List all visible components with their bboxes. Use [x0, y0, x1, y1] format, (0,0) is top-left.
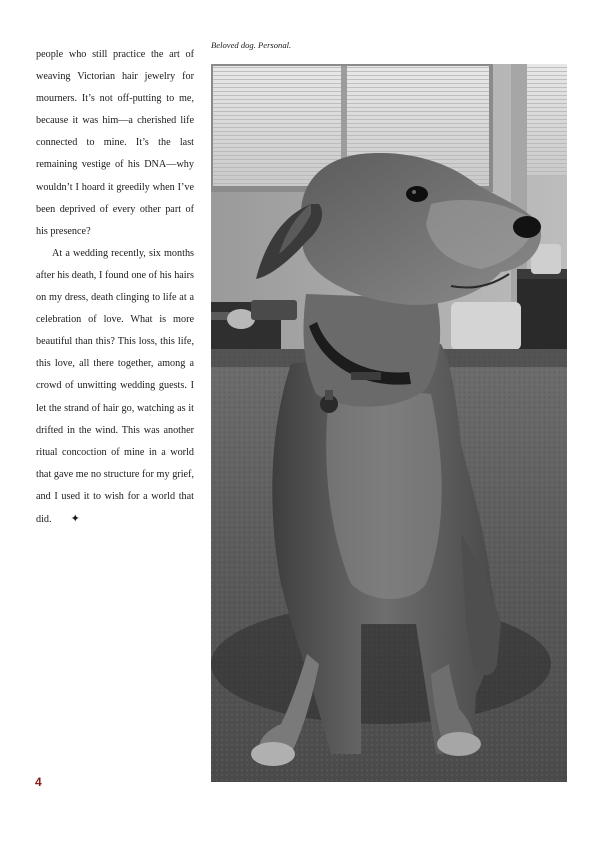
photo-caption: Beloved dog. Personal. [211, 40, 292, 50]
paragraph-1 [36, 44, 194, 243]
dog-photo-graphic [211, 64, 567, 782]
paragraph-1-text: people who still practice the art of weaving Victorian hair jewelry for mourners. It’s not off-putting to me, because it was him—a cherished life connected to mine. It’s the last remaining vestige of his DNA—why wouldn’t I hoard it greedily when I’ve been deprived of every other part of his presence? [36, 49, 194, 237]
dog-photo [211, 64, 567, 782]
end-mark-icon: ✦ [70, 512, 80, 525]
paragraph-2 [36, 243, 194, 531]
article-body [36, 44, 194, 531]
paragraph-2-text: At a wedding recently, six months after his death, I found one of his hairs on my dress, death clinging to life at a celebration of love. What is more beautiful than this? This loss, this life, this love, all there together, among a crowd of unwitting wedding guests. I let the strand of hair go, watching as it drifted in the wind. This was another ritual concoction of mine in a world that gave me no structure for my grief, and I used it to wish for a world that did. [36, 247, 194, 525]
page-number: 4 [35, 775, 42, 789]
